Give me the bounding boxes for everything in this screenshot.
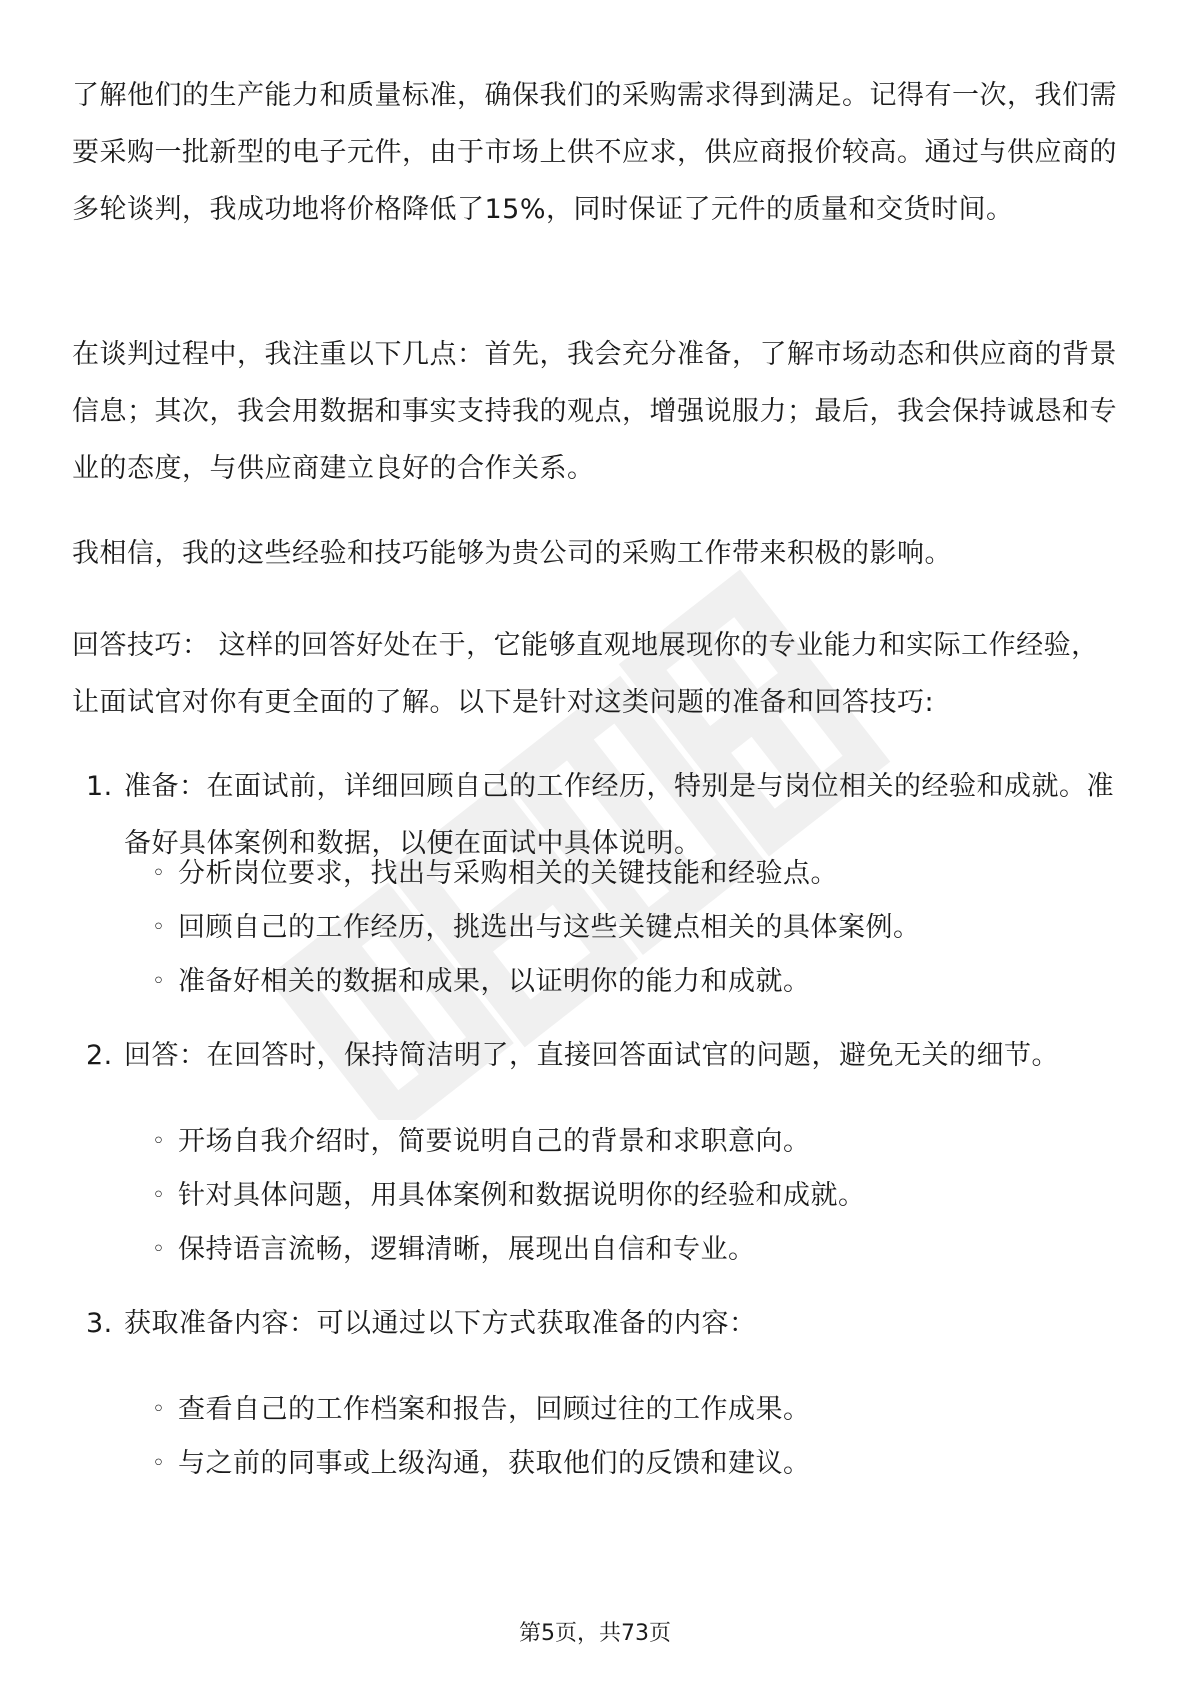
list-number: 3. bbox=[86, 1308, 113, 1339]
paragraph-negotiation-points: 在谈判过程中，我注重以下几点：首先，我会充分准备，了解市场动态和供应商的背景信息；其次，我会用数据和事实支持我的观点，增强说服力；最后，我会保持诚恳和专业的态度，与供应商建立良好的合作关系。 bbox=[72, 339, 1117, 484]
list-item-answer bbox=[72, 1027, 1118, 1084]
bullet-icon: ◦ bbox=[152, 1397, 166, 1422]
sub-list-item-text: 保持语言流畅，逻辑清晰，展现出自信和专业。 bbox=[178, 1234, 756, 1265]
sub-list-item bbox=[152, 1444, 811, 1484]
list-item-text: 回答：在回答时，保持简洁明了，直接回答面试官的问题，避免无关的细节。 bbox=[124, 1040, 1059, 1071]
bullet-icon: ◦ bbox=[152, 1183, 166, 1208]
list-item-text: 获取准备内容：可以通过以下方式获取准备的内容： bbox=[124, 1308, 757, 1339]
sub-list-item-text: 回顾自己的工作经历，挑选出与这些关键点相关的具体案例。 bbox=[178, 912, 921, 943]
bullet-icon: ◦ bbox=[152, 1129, 166, 1154]
bullet-icon: ◦ bbox=[152, 969, 166, 994]
sub-list-item-text: 分析岗位要求，找出与采购相关的关键技能和经验点。 bbox=[178, 858, 838, 889]
paragraph-negotiation-example: 了解他们的生产能力和质量标准，确保我们的采购需求得到满足。记得有一次，我们需要采购一批新型的电子元件，由于市场上供不应求，供应商报价较高。通过与供应商的多轮谈判，我成功地将价格降低了15%，同时保证了元件的质量和交货时间。 bbox=[72, 80, 1117, 225]
list-number: 1. bbox=[86, 771, 113, 802]
list-item-gather-content bbox=[72, 1295, 1118, 1352]
sub-list-item-text: 与之前的同事或上级沟通，获取他们的反馈和建议。 bbox=[178, 1448, 811, 1479]
list-number: 2. bbox=[86, 1040, 113, 1071]
sub-list-item-text: 查看自己的工作档案和报告，回顾过往的工作成果。 bbox=[178, 1394, 811, 1425]
sub-list-item bbox=[152, 854, 838, 894]
page-footer: 第5页，共73页 bbox=[519, 1621, 671, 1646]
sub-list-item bbox=[152, 962, 811, 1002]
bullet-icon: ◦ bbox=[152, 1451, 166, 1476]
sub-list-item bbox=[152, 1122, 811, 1162]
list-item-text: 准备：在面试前，详细回顾自己的工作经历，特别是与岗位相关的经验和成就。准备好具体案例和数据，以便在面试中具体说明。 bbox=[124, 771, 1114, 859]
sub-list-item bbox=[152, 908, 921, 948]
bullet-icon: ◦ bbox=[152, 915, 166, 940]
sub-list-item-text: 开场自我介绍时，简要说明自己的背景和求职意向。 bbox=[178, 1126, 811, 1157]
sub-list-item bbox=[152, 1390, 811, 1430]
sub-list-item-text: 针对具体问题，用具体案例和数据说明你的经验和成就。 bbox=[178, 1180, 866, 1211]
sub-list-item bbox=[152, 1230, 756, 1270]
bullet-icon: ◦ bbox=[152, 861, 166, 886]
sub-list-item-text: 准备好相关的数据和成果，以证明你的能力和成就。 bbox=[178, 966, 811, 997]
sub-list-item bbox=[152, 1176, 866, 1216]
paragraph-answer-tips: 回答技巧： 这样的回答好处在于，它能够直观地展现你的专业能力和实际工作经验，让面试官对你有更全面的了解。以下是针对这类问题的准备和回答技巧: bbox=[72, 630, 1099, 718]
bullet-icon: ◦ bbox=[152, 1237, 166, 1262]
paragraph-closing-statement: 我相信，我的这些经验和技巧能够为贵公司的采购工作带来积极的影响。 bbox=[72, 538, 952, 569]
